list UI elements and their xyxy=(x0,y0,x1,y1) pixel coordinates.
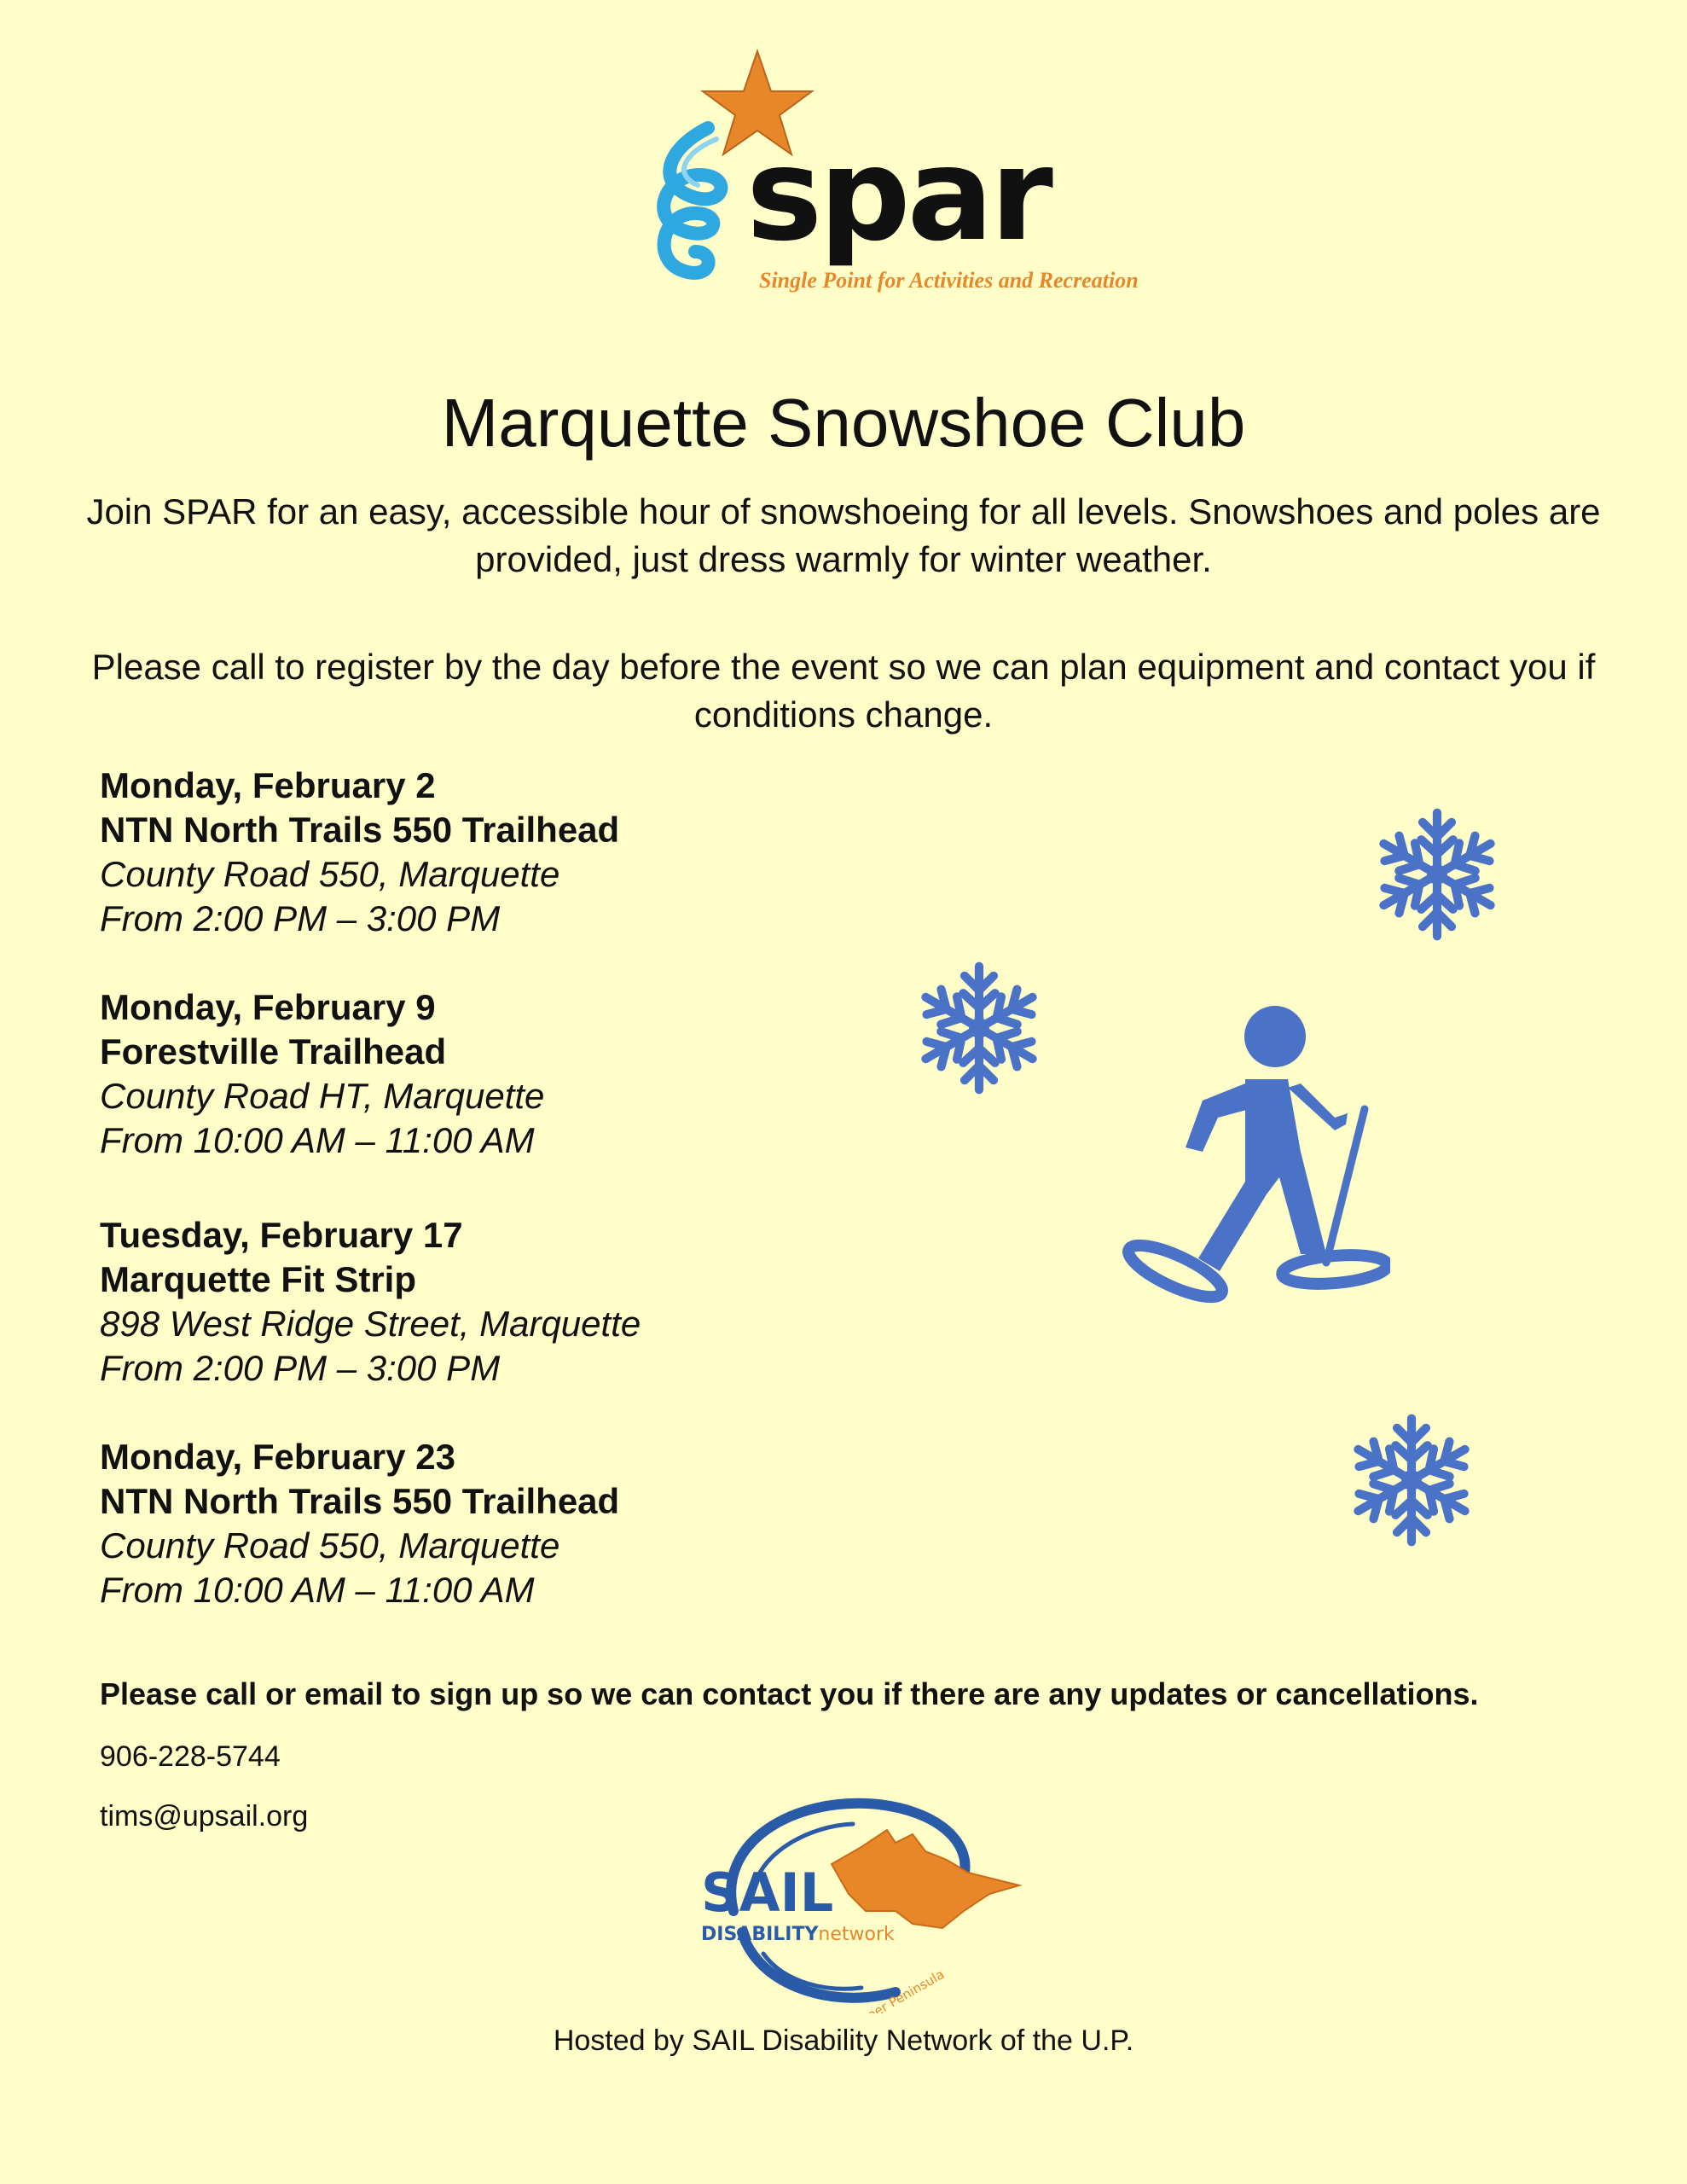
event-time: From 10:00 AM – 11:00 AM xyxy=(100,1120,535,1160)
event-date: Tuesday, February 17 xyxy=(100,1215,463,1255)
event-block xyxy=(100,1213,867,1391)
sail-region: Upper Peninsula xyxy=(849,1966,948,2013)
sail-logo xyxy=(682,1783,1041,2013)
event-block xyxy=(100,1435,867,1612)
sail-subtitle-a: DISABILITY xyxy=(701,1924,819,1945)
event-block xyxy=(100,764,867,941)
event-location: NTN North Trails 550 Trailhead xyxy=(100,1481,620,1521)
event-time: From 10:00 AM – 11:00 AM xyxy=(100,1570,535,1610)
phone-number[interactable]: 906-228-5744 xyxy=(100,1740,281,1773)
event-date: Monday, February 2 xyxy=(100,765,436,805)
event-address: County Road 550, Marquette xyxy=(100,854,560,894)
event-location: NTN North Trails 550 Trailhead xyxy=(100,810,620,850)
sail-subtitle-b: network xyxy=(818,1924,895,1945)
upper-peninsula-map-icon xyxy=(832,1830,1019,1928)
event-block xyxy=(100,985,867,1163)
snowflake-icon xyxy=(1339,1408,1484,1553)
event-date: Monday, February 9 xyxy=(100,987,436,1027)
snowshoe-hiker-icon xyxy=(1117,998,1390,1339)
signup-note: Please call or email to sign up so we can contact you if there are any updates or cancellations. xyxy=(100,1676,1479,1711)
page-title: Marquette Snowshoe Club xyxy=(441,385,1246,461)
swirl-icon xyxy=(664,128,721,273)
event-address: 898 West Ridge Street, Marquette xyxy=(100,1304,641,1344)
hosted-by: Hosted by SAIL Disability Network of the U.P. xyxy=(553,2024,1134,2057)
spar-wordmark: spar xyxy=(746,121,1050,270)
spar-logo xyxy=(631,47,1177,337)
event-location: Marquette Fit Strip xyxy=(100,1259,417,1299)
event-time: From 2:00 PM – 3:00 PM xyxy=(100,898,501,938)
event-time: From 2:00 PM – 3:00 PM xyxy=(100,1348,501,1388)
snowflake-icon xyxy=(1365,802,1510,947)
sail-name: SAIL xyxy=(701,1862,834,1924)
event-address: County Road HT, Marquette xyxy=(100,1076,545,1116)
register-paragraph: Please call to register by the day before the event so we can plan equipment and contact you if conditions change. xyxy=(91,647,1596,735)
svg-text:DISABILITYnetwork xyxy=(701,1924,895,1945)
event-location: Forestville Trailhead xyxy=(100,1031,447,1072)
event-date: Monday, February 23 xyxy=(100,1437,456,1477)
event-address: County Road 550, Marquette xyxy=(100,1525,560,1565)
email-link[interactable]: tims@upsail.org xyxy=(100,1800,309,1833)
snowflake-icon xyxy=(907,956,1052,1101)
spar-tagline: Single Point for Activities and Recreation xyxy=(759,268,1139,293)
intro-paragraph: Join SPAR for an easy, accessible hour of snowshoeing for all levels. Snowshoes and poles are provided, just dress warmly for winter weather. xyxy=(86,491,1601,579)
